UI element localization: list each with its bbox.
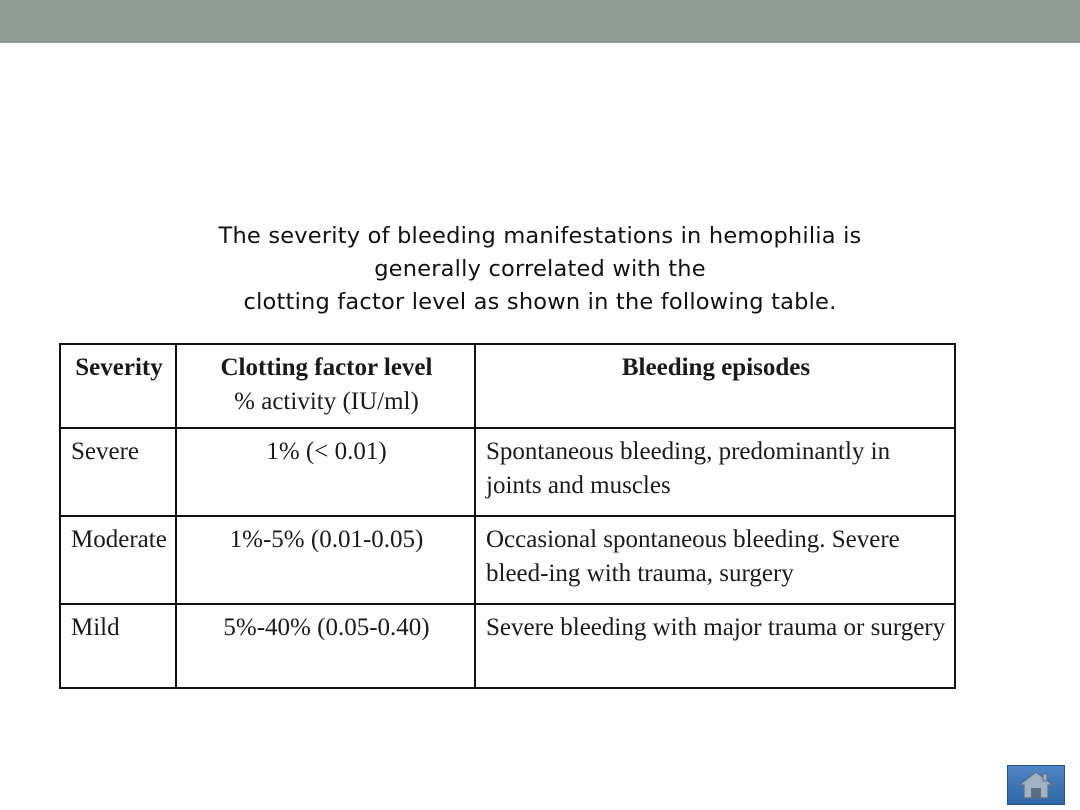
table-row (60, 516, 955, 604)
cell-severity: Severe (60, 428, 176, 516)
cell-episodes: Spontaneous bleeding, predominantly in joints and muscles (475, 428, 955, 516)
header-clotting-factor (176, 344, 475, 428)
intro-line-1: The severity of bleeding manifestations in hemophilia is (218, 223, 862, 249)
cell-level: 1% (< 0.01) (176, 428, 475, 516)
cell-severity: Moderate (60, 516, 176, 604)
intro-line-3: clotting factor level as shown in the following table. (243, 289, 837, 315)
header-severity: Severity (60, 344, 176, 428)
cell-severity: Mild (60, 604, 176, 688)
header-factor-title: Clotting factor level (220, 354, 433, 381)
intro-text (60, 220, 1020, 319)
cell-level: 1%-5% (0.01-0.05) (176, 516, 475, 604)
home-icon (1016, 770, 1056, 800)
header-factor-sub: % activity (IU/ml) (234, 388, 419, 415)
intro-line-2: generally correlated with the (374, 256, 706, 282)
home-button[interactable] (1007, 765, 1065, 805)
severity-table (59, 343, 956, 689)
table-row (60, 604, 955, 688)
cell-episodes: Severe bleeding with major trauma or surgery (475, 604, 955, 688)
cell-level: 5%-40% (0.05-0.40) (176, 604, 475, 688)
table-row (60, 428, 955, 516)
table-header-row (60, 344, 955, 428)
cell-episodes: Occasional spontaneous bleeding. Severe bleed-ing with trauma, surgery (475, 516, 955, 604)
top-bar (0, 0, 1080, 43)
header-bleeding-episodes: Bleeding episodes (475, 344, 955, 428)
